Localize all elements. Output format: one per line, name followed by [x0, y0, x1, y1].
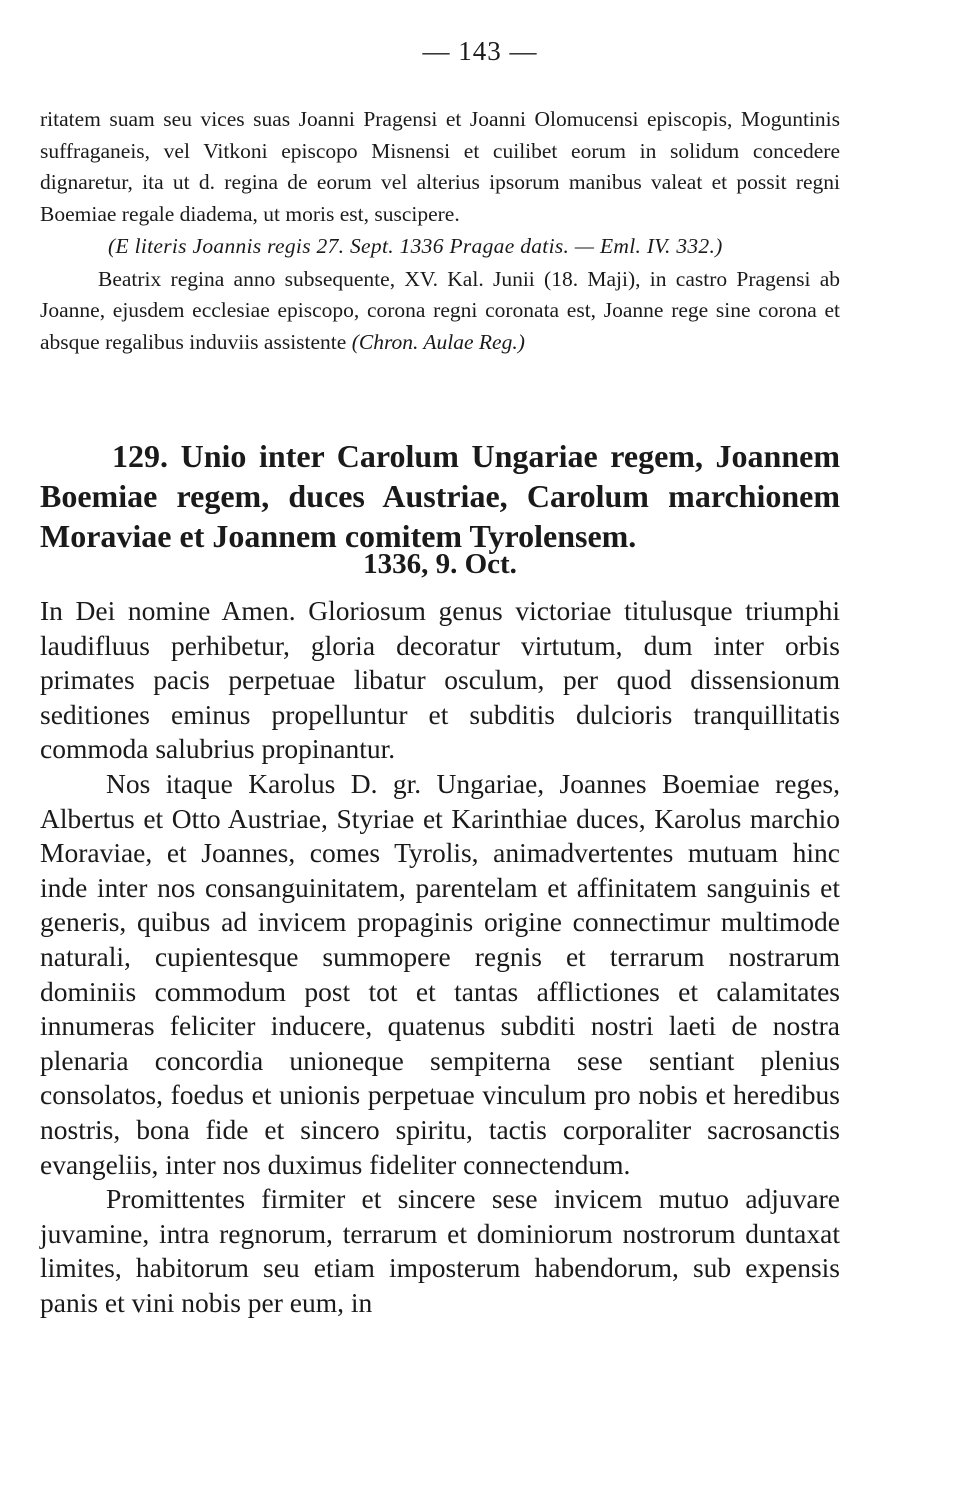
charter-paragraph-promises: Promittentes firmiter et sincere sese invicem mutuo adjuvare juvamine, intra regnorum, terrarum et dominiorum nostrorum duntaxat limites, habitorum seu etiam imposterum habendorum, sub expensis panis et vini nobis per eum, in — [40, 1183, 840, 1318]
page-number: — 143 — — [422, 36, 538, 66]
document-title: Unio inter Carolum Ungariae regem, Joannem Boemiae regem, duces Austriae, Carolum marchionem Moraviae et Joannem comitem Tyrolensem. — [40, 438, 841, 554]
charter-paragraph-invocation: In Dei nomine Amen. Gloriosum genus victoriae titulusque triumphi laudifluus perhibetur, gloria decoratur virtutum, dum inter orbis primates pacis perpetuae libatur osculum, per quod dissensionum seditiones eminus propelluntur et subditis dulcioris tranquillitatis commoda salubrius propinantur. — [40, 595, 840, 765]
charter-paragraph-parties: Nos itaque Karolus D. gr. Ungariae, Joannes Boemiae reges, Albertus et Otto Austriae, Styriae et Karinthiae duces, Karolus marchio Moraviae, et Joannes, comes Tyrolis, animadvertentes mutuam hinc inde inter nos consanguinitatem, parentelam et affinitatem sanguinis et generis, quibus ad invicem propaginis origine connectimur multimode naturali, cupientesque summopere regnis et terrarum nostrarum dominiis commodum post tot et tantas afflictiones et calamitates innumeras feliciter inducere, quatenus subditi nostri laeti de nostra plenaria concordia unioneque sempiterna sese sentiant plenius consolatos, foedus et unionis perpetuae vinculum pro nobis et heredibus nostris, bona fide et sincero spiritu, tactis corporaliter sacrosanctis evangeliis, inter nos duximus fideliter connectendum. — [40, 767, 840, 1180]
intro-paragraph-coronation — [40, 264, 840, 359]
charter-text — [40, 594, 840, 1320]
source-citation: (E literis Joannis regis 27. Sept. 1336 Pragae datis. — Eml. IV. 332.) — [108, 234, 723, 258]
chronicle-citation: (Chron. Aulae Reg.) — [351, 329, 525, 354]
intro-block — [40, 104, 840, 358]
document-heading — [40, 436, 840, 556]
heading-paragraph — [40, 436, 840, 556]
coronation-text: Beatrix regina anno subsequente, XV. Kal. Junii (18. Maji), in castro Pragensi ab Joanne, ejusdem ecclesiae episcopo, corona regni coronata est, Joanne rege sine corona et absque regalibus induviis assistente — [40, 266, 840, 354]
document-date: 1336, 9. Oct. — [363, 548, 517, 580]
document-number: 129. — [112, 438, 168, 474]
intro-paragraph: ritatem suam seu vices suas Joanni Pragensi et Joanni Olomucensi episcopis, Moguntinis suffraganeis, vel Vitkoni episcopo Misnensi et cuilibet eorum in solidum concedere dignaretur, ita ut d. regina de eorum vel alterius ipsorum manibus valeat et possit regni Boemiae regale diadema, ut moris est, suscipere. — [40, 107, 840, 226]
